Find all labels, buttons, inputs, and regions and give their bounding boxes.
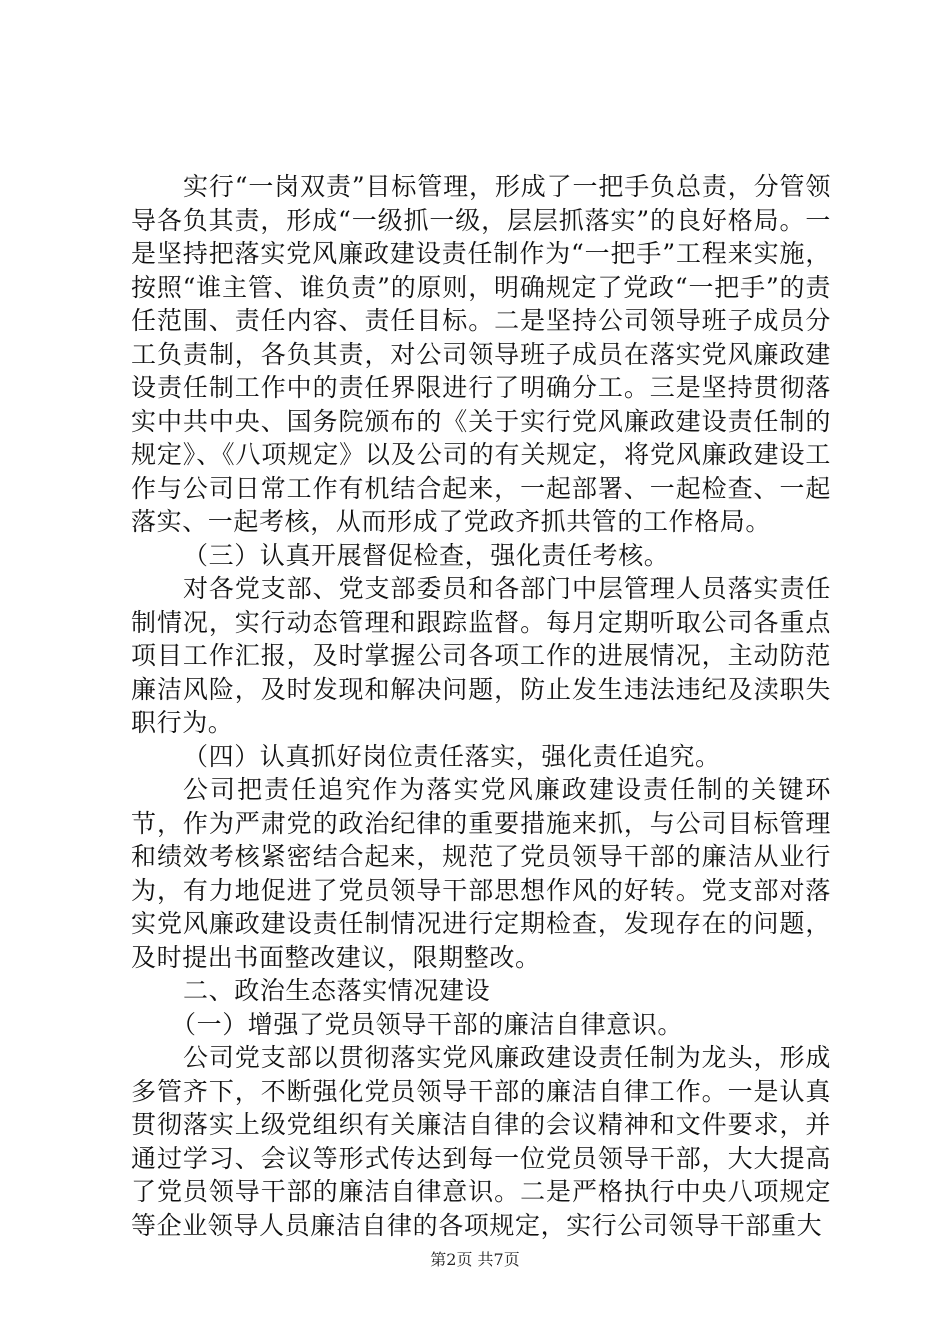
paragraph-accountability: 公司把责任追究作为落实党风廉政建设责任制的关键环节，作为严肃党的政治纪律的重要措施来抓，与公司目标管理和绩效考核紧密结合起来，规范了党员领导干部的廉洁从业行为，有力地促进了党员领导干部思想作风的好转。党支部对落实党风廉政建设责任制情况进行定期检查，发现存在的问题，及时提出书面整改建议，限期整改。 [131, 775, 831, 972]
section-heading-accountability: （四）认真抓好岗位责任落实，强化责任追究。 [183, 741, 721, 771]
section-heading-inspection: （三）认真开展督促检查，强化责任考核。 [183, 540, 670, 570]
document-body [131, 170, 831, 1242]
section-heading-self-discipline: （一）增强了党员领导干部的廉洁自律意识。 [171, 1009, 684, 1039]
paragraph-self-discipline: 公司党支部以贯彻落实党风廉政建设责任制为龙头，形成多管齐下，不断强化党员领导干部的廉洁自律工作。一是认真贯彻落实上级党组织有关廉洁自律的会议精神和文件要求，并通过学习、会议等形式传达到每一位党员领导干部，大大提高了党员领导干部的廉洁自律意识。二是严格执行中央八项规定等企业领导人员廉洁自律的各项规定，实行公司领导干部重大 [131, 1043, 831, 1240]
paragraph-inspection: 对各党支部、党支部委员和各部门中层管理人员落实责任制情况，实行动态管理和跟踪监督。每月定期听取公司各重点项目工作汇报，及时掌握公司各项工作的进展情况，主动防范廉洁风险，及时发现和解决问题，防止发生违法违纪及渎职失职行为。 [131, 574, 831, 737]
section-heading-political-ecology: 二、政治生态落实情况建设 [183, 976, 491, 1005]
paragraph-responsibility-management: 实行“一岗双责”目标管理，形成了一把手负总责，分管领导各负其责，形成“一级抓一级，层层抓落实”的良好格局。一是坚持把落实党风廉政建设责任制作为“一把手”工程来实施，按照“谁主管、谁负责”的原则，明确规定了党政“一把手”的责任范围、责任内容、责任目标。二是坚持公司领导班子成员分工负责制，各负其责，对公司领导班子成员在落实党风廉政建设责任制工作中的责任界限进行了明确分工。三是坚持贯彻落实中共中央、国务院颁布的《关于实行党风廉政建设责任制的规定》、《八项规定》以及公司的有关规定，将党风廉政建设工作与公司日常工作有机结合起来，一起部署、一起检查、一起落实、一起考核，从而形成了党政齐抓共管的工作格局。 [131, 172, 831, 536]
page-number-footer: 第2页 共7页 [430, 1250, 520, 1269]
